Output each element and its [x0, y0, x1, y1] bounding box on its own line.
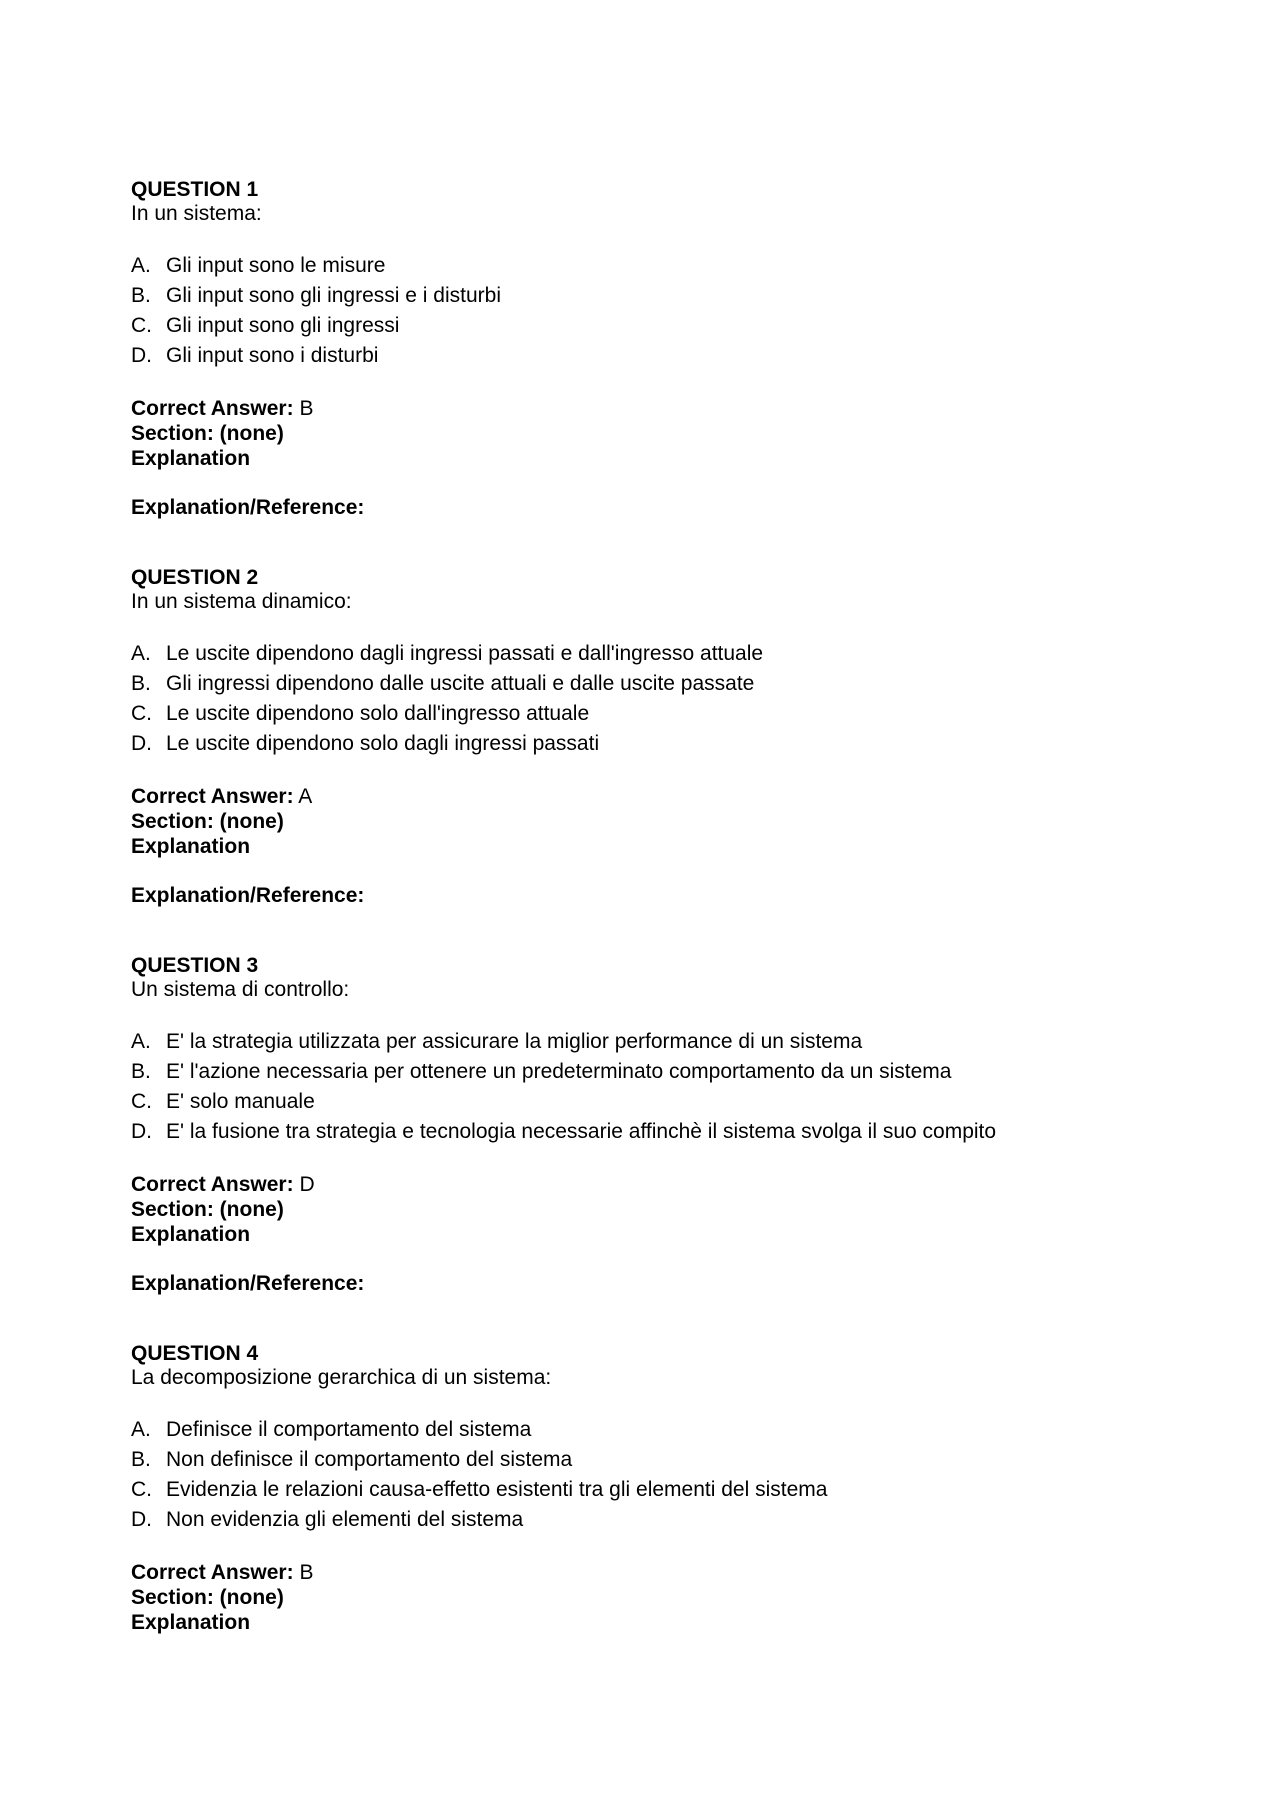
option-b	[131, 669, 1220, 699]
section-line: Section: (none)	[131, 810, 284, 833]
option-text: Gli input sono le misure	[166, 254, 386, 277]
options-list	[131, 639, 1220, 759]
correct-answer-line	[131, 1172, 1220, 1197]
correct-answer-value: A	[298, 785, 313, 808]
question-title: QUESTION 4	[131, 1342, 259, 1365]
option-a	[131, 639, 1220, 669]
question-prompt: La decomposizione gerarchica di un sistema:	[131, 1366, 552, 1389]
option-text: Le uscite dipendono dagli ingressi passati e dall'ingresso attuale	[166, 642, 764, 665]
option-letter: A.	[131, 1030, 151, 1053]
explanation-heading: Explanation	[131, 1223, 251, 1246]
options-list	[131, 1027, 1220, 1147]
option-letter: B.	[131, 284, 151, 307]
option-d	[131, 341, 1220, 371]
explanation-reference-heading: Explanation/Reference:	[131, 1272, 365, 1295]
correct-answer-value: B	[299, 1561, 314, 1584]
option-letter: C.	[131, 1090, 152, 1113]
correct-answer-label: Correct Answer:	[131, 785, 294, 808]
option-letter: D.	[131, 732, 152, 755]
correct-answer-line	[131, 784, 1220, 809]
correct-answer-label: Correct Answer:	[131, 397, 294, 420]
section-line: Section: (none)	[131, 1586, 284, 1609]
option-letter: A.	[131, 1418, 151, 1441]
option-d	[131, 1505, 1220, 1535]
option-letter: B.	[131, 1448, 151, 1471]
option-b	[131, 1445, 1220, 1475]
option-text: E' la strategia utilizzata per assicurare la miglior performance di un sistema	[166, 1030, 863, 1053]
correct-answer-value: D	[299, 1173, 315, 1196]
correct-answer-line	[131, 1560, 1220, 1585]
correct-answer-label: Correct Answer:	[131, 1173, 294, 1196]
question-title: QUESTION 1	[131, 178, 259, 201]
question-2	[131, 566, 1220, 908]
option-b	[131, 281, 1220, 311]
section-line: Section: (none)	[131, 1198, 284, 1221]
options-list	[131, 1415, 1220, 1535]
option-c	[131, 699, 1220, 729]
option-letter: A.	[131, 642, 151, 665]
question-title: QUESTION 3	[131, 954, 259, 977]
explanation-reference-heading: Explanation/Reference:	[131, 496, 365, 519]
option-a	[131, 1415, 1220, 1445]
option-letter: B.	[131, 1060, 151, 1083]
option-text: Gli ingressi dipendono dalle uscite attuali e dalle uscite passate	[166, 672, 755, 695]
option-text: Gli input sono i disturbi	[166, 344, 379, 367]
explanation-heading: Explanation	[131, 835, 251, 858]
question-3	[131, 954, 1220, 1296]
question-title: QUESTION 2	[131, 566, 259, 589]
option-letter: D.	[131, 1508, 152, 1531]
option-a	[131, 1027, 1220, 1057]
question-4	[131, 1342, 1220, 1635]
explanation-heading: Explanation	[131, 1611, 251, 1634]
option-text: Le uscite dipendono solo dall'ingresso attuale	[166, 702, 590, 725]
explanation-heading: Explanation	[131, 447, 251, 470]
option-c	[131, 1475, 1220, 1505]
section-line: Section: (none)	[131, 422, 284, 445]
option-letter: D.	[131, 1120, 152, 1143]
option-c	[131, 311, 1220, 341]
option-text: Gli input sono gli ingressi e i disturbi	[166, 284, 501, 307]
option-b	[131, 1057, 1220, 1087]
explanation-reference-heading: Explanation/Reference:	[131, 884, 365, 907]
option-letter: C.	[131, 314, 152, 337]
question-prompt: Un sistema di controllo:	[131, 978, 350, 1001]
option-d	[131, 1117, 1220, 1147]
option-text: E' solo manuale	[166, 1090, 315, 1113]
correct-answer-line	[131, 396, 1220, 421]
option-letter: B.	[131, 672, 151, 695]
question-1	[131, 178, 1220, 520]
option-text: Non evidenzia gli elementi del sistema	[166, 1508, 524, 1531]
correct-answer-value: B	[299, 397, 314, 420]
option-text: Evidenzia le relazioni causa-effetto esistenti tra gli elementi del sistema	[166, 1478, 828, 1501]
option-letter: C.	[131, 1478, 152, 1501]
option-d	[131, 729, 1220, 759]
option-letter: D.	[131, 344, 152, 367]
option-text: E' la fusione tra strategia e tecnologia necessarie affinchè il sistema svolga il suo compito	[166, 1120, 997, 1143]
option-text: Non definisce il comportamento del sistema	[166, 1448, 573, 1471]
question-prompt: In un sistema:	[131, 202, 262, 225]
options-list	[131, 251, 1220, 371]
option-c	[131, 1087, 1220, 1117]
option-text: E' l'azione necessaria per ottenere un predeterminato comportamento da un sistema	[166, 1060, 952, 1083]
option-text: Le uscite dipendono solo dagli ingressi passati	[166, 732, 600, 755]
question-prompt: In un sistema dinamico:	[131, 590, 352, 613]
option-a	[131, 251, 1220, 281]
option-letter: C.	[131, 702, 152, 725]
option-letter: A.	[131, 254, 151, 277]
option-text: Gli input sono gli ingressi	[166, 314, 400, 337]
option-text: Definisce il comportamento del sistema	[166, 1418, 532, 1441]
correct-answer-label: Correct Answer:	[131, 1561, 294, 1584]
